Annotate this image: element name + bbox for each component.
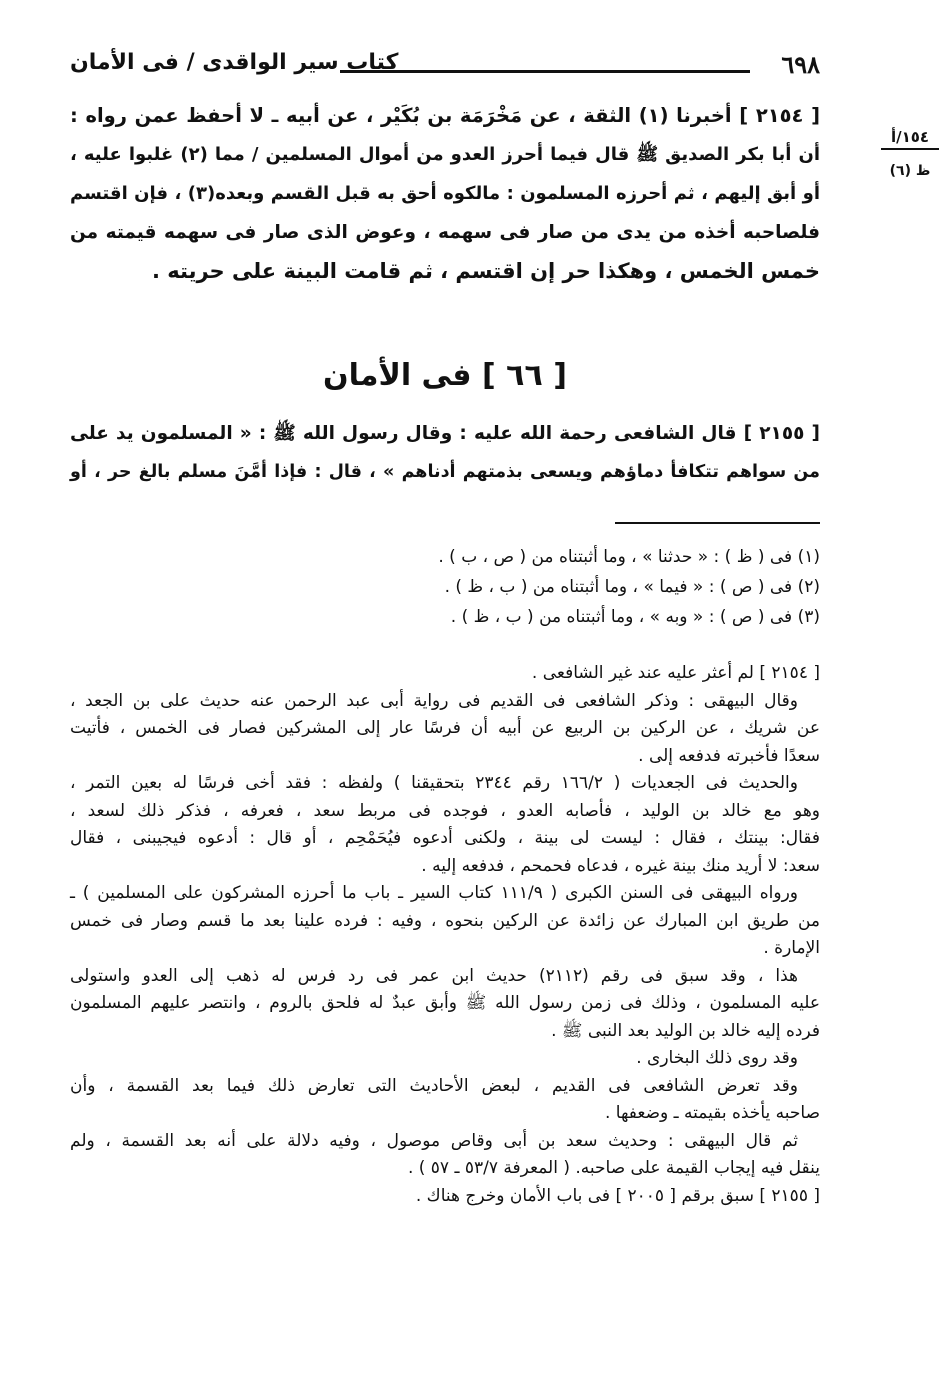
- commentary-line: ثم قال البيهقى : وحديث سعد بن أبى وقاص موصول ، وفيه دلالة على أنه بعد القسمة ، ولم: [70, 1130, 798, 1151]
- margin-siglum: ظ (٦): [889, 163, 931, 179]
- text-line: فلصاحبه أخذه من يدى من صار فى سهمه ، وعوض الذى صار فى سهمه قيمته من: [70, 222, 820, 243]
- commentary-line: هذا ، وقد سبق فى رقم (٢١١٢) حديث ابن عمر فى رد فرس له ذهب إلى العدو واستولى: [70, 965, 798, 986]
- text-line: أن أبا بكر الصديق ﷺ قال فيما أحرز العدو من أموال المسلمين / مما (٢) غلبوا عليه ،: [70, 144, 820, 165]
- commentary-line: فرده إليه خالد بن الوليد بعد النبى ﷺ .: [551, 1020, 820, 1041]
- commentary-line: فقال: بينتك ، فقال : ليست لى بينة ، ولكنى أدعوه فيُحَمْحِم ، أو قال : أدعوه فيجيبنى ، فقال: [70, 828, 820, 848]
- margin-folio: ١٥٤/أ: [881, 128, 939, 150]
- text-line: [ ٢١٥٥ ] قال الشافعى رحمة الله عليه : وقال رسول الله ﷺ : « المسلمون يد على: [70, 423, 820, 444]
- page-header: [70, 44, 820, 84]
- footnote-rule: [615, 522, 820, 524]
- paragraph-2155: [70, 414, 820, 492]
- footnote: (٢) فى ( ص ) : « فيما » ، وما أثبتناه من ( ب ، ظ ) .: [444, 577, 820, 597]
- commentary-line: [ ٢١٥٥ ] سبق برقم [ ٢٠٠٥ ] فى باب الأمان وخرج هناك .: [415, 1185, 820, 1206]
- page-number: ٦٩٨: [781, 50, 820, 79]
- commentary-line: عن شريك ، عن الركين بن الربيع عن أبيه أن فرسًا عار إلى المشركين فصار فى الخمس ، فأتيت: [70, 718, 820, 738]
- text-line: خمس الخمس ، وهكذا حر إن اقتسم ، ثم قامت البينة على حريته .: [151, 259, 820, 283]
- commentary-line: ورواه البيهقى فى السنن الكبرى ( ١١١/٩ كتاب السير ـ باب ما أحرزه المشركون على المسلمين ) ـ: [70, 883, 799, 903]
- text-line: من سواهم تتكافأ دماؤهم ويسعى بذمتهم أدناهم » ، قال : فإذا أمَّنَ مسلم بالغ حر ، أو: [70, 462, 820, 482]
- running-title: كتاب سير الواقدى / فى الأمان: [70, 50, 399, 75]
- commentary-line: سعد: لا أريد منك بينة غيره ، فدعاه فحمحم ، فدفعه إليه .: [421, 855, 820, 876]
- commentary-line: وقد تعرض الشافعى فى القديم ، لبعض الأحاديث التى تعارض ذلك فيما بعد القسمة ، وأن: [70, 1075, 798, 1096]
- commentary-line: [ ٢١٥٤ ] لم أعثر عليه عند غير الشافعى .: [531, 663, 820, 683]
- commentary-line: والحديث فى الجعديات ( ١٦٦/٢ رقم ٢٣٤٤ بتحقيقنا ) ولفظه : فقد أخى فرسًا له بعين التمر ،: [70, 773, 798, 793]
- commentary-line: عليه المسلمون ، وذلك فى زمن رسول الله ﷺ وأبق عبدٌ له فلحق بالروم ، وانتصر عليهم المسلمون: [70, 993, 820, 1013]
- commentary-line: سعدًا فأخبرته فدفعه إلى .: [638, 745, 820, 766]
- commentary-line: صاحبه يأخذه بقيمته ـ وضعفها .: [604, 1103, 820, 1123]
- commentary: [70, 660, 820, 1210]
- header-rule: [340, 70, 750, 73]
- commentary-line: وقال البيهقى : وذكر الشافعى فى القديم فى رواية أبى عبد الرحمن عنه حديث على بن الجعد ،: [70, 690, 798, 711]
- commentary-line: الإمارة .: [763, 938, 820, 958]
- text-line: [ ٢١٥٤ ] أخبرنا (١) الثقة ، عن مَخْرَمَة بن بُكَيْر ، عن أبيه ـ لا أحفظ عمن رواه :: [70, 104, 820, 127]
- commentary-line: ينقل فيه إيجاب القيمة على صاحبه. ( المعرفة ٥٣/٧ ـ ٥٧ ) .: [407, 1158, 820, 1178]
- footnote: (١) فى ( ظ ) : « حدثنا » ، وما أثبتناه من ( ص ، ب ) .: [438, 547, 820, 567]
- commentary-line: من طريق ابن المبارك عن زائدة عن الركين بنحوه ، وفيه : فرده علينا بعد ما قسم وصار فى خمس: [70, 910, 820, 931]
- paragraph-2154: [70, 96, 820, 291]
- commentary-line: وهو مع خالد بن الوليد ، فأصابه العدو ، فوجده فى مربط سعد ، فعرفه ، فذكر ذلك لسعد ،: [70, 800, 820, 821]
- commentary-line: وقد روى ذلك البخارى .: [636, 1048, 798, 1068]
- text-line: أو أبق إليهم ، ثم أحرزه المسلمون : مالكوه أحق به قبل القسم وبعده(٣) ، فإن اقتسم: [70, 183, 820, 204]
- footnotes: [70, 542, 820, 632]
- footnote: (٣) فى ( ص ) : « وبه » ، وما أثبتناه من ( ب ، ظ ) .: [450, 607, 820, 627]
- section-title: [ ٦٦ ] فى الأمان: [323, 358, 567, 393]
